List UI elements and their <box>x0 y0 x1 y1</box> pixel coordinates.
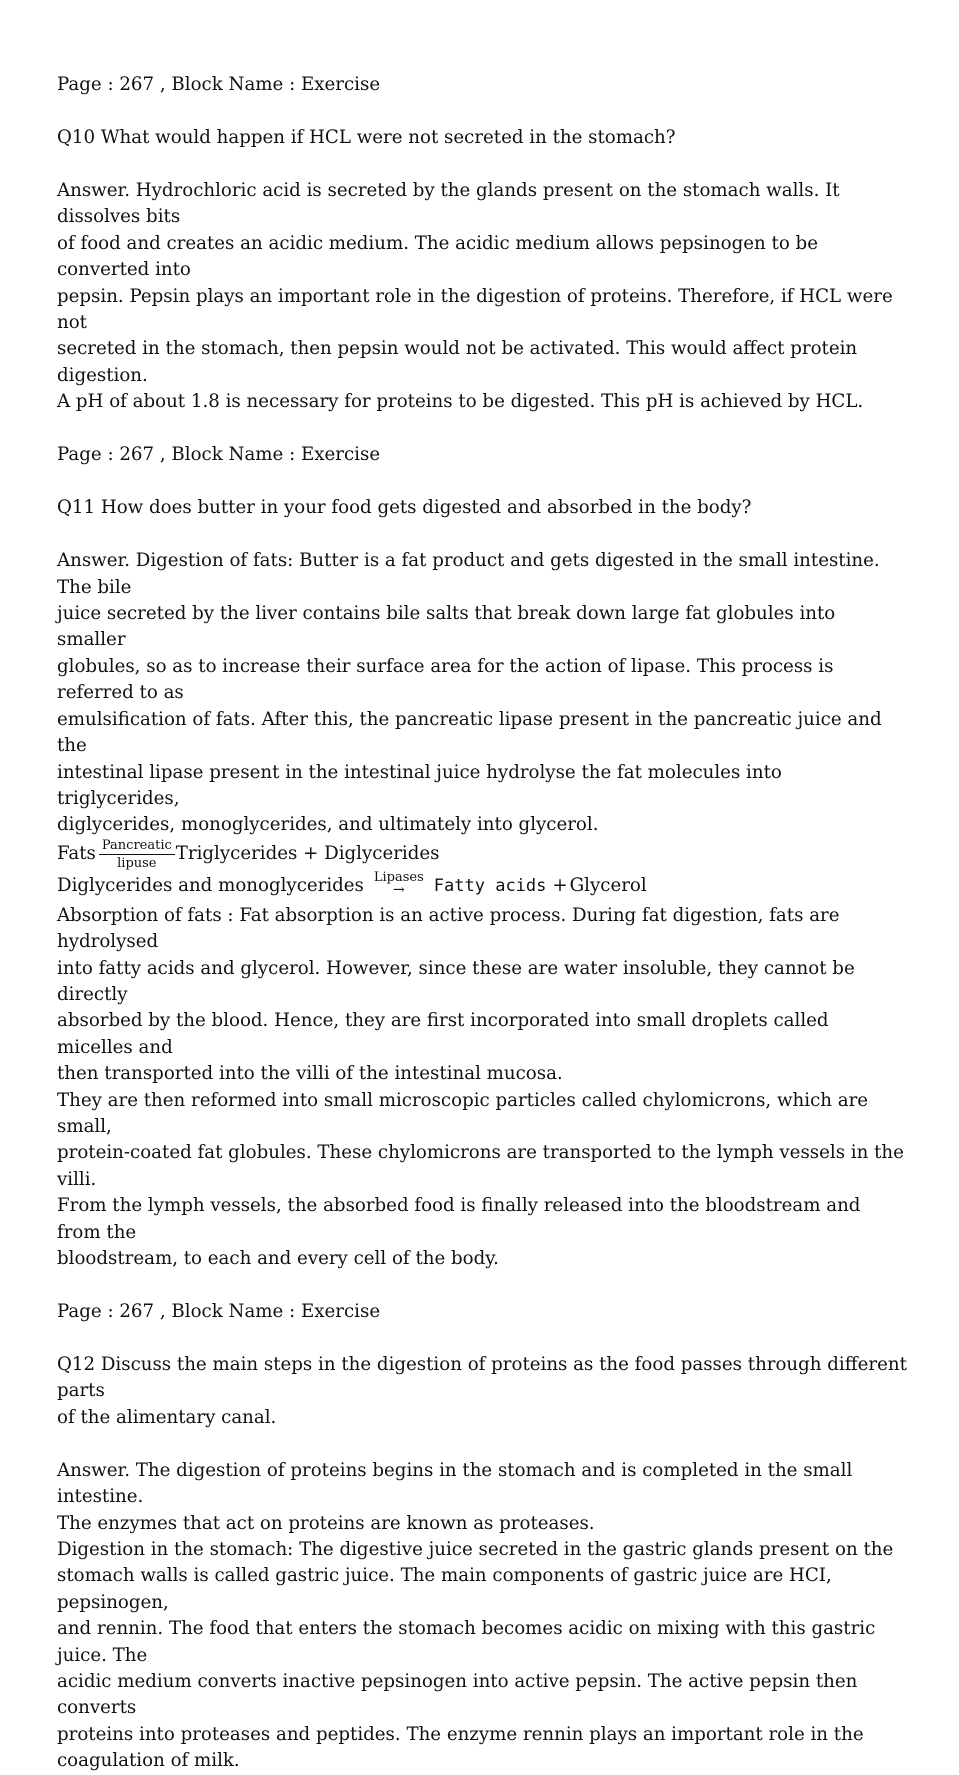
answer-line: Answer. Hydrochloric acid is secreted by the glands present on the stomach walls. It dissolves bits <box>57 180 840 228</box>
page-reference: Page : 267 , Block Name : Exercise <box>57 74 381 95</box>
answer-line: stomach walls is called gastric juice. The main components of gastric juice are HCI, pepsinogen, <box>57 1565 832 1613</box>
absorption-line: Absorption of fats : Fat absorption is an active process. During fat digestion, fats are hydrolysed <box>57 904 840 953</box>
answer-line: Digestion in the stomach: The digestive juice secreted in the gastric glands present on the <box>57 1539 894 1561</box>
page-reference: Page : 267 , Block Name : Exercise <box>57 444 381 466</box>
page-reference: Page : 267 , Block Name : Exercise <box>57 1301 381 1322</box>
answer-line: Answer. Digestion of fats: Butter is a fat product and gets digested in the small intestine. The bile <box>57 550 880 598</box>
fraction-numerator: Pancreatic <box>99 838 175 855</box>
reaction-arrow <box>373 870 424 899</box>
question-line: Q12 Discuss the main steps in the digestion of proteins as the food passes through different parts <box>57 1354 907 1402</box>
answer-line: coagulation of milk. <box>57 1750 240 1772</box>
question-q11: Q11 How does butter in your food gets digested and absorbed in the body? <box>57 497 752 519</box>
equation-plus: + <box>552 874 568 896</box>
equation-product-glycerol: Glycerol <box>569 874 647 896</box>
absorption-line: From the lymph vessels, the absorbed food is finally released into the bloodstream and from the <box>57 1195 861 1243</box>
question-q12 <box>57 1352 907 1431</box>
answer-line: globules, so as to increase their surface area for the action of lipase. This process is referred to as <box>57 655 834 704</box>
absorption-line: absorbed by the blood. Hence, they are first incorporated into small droplets called micelles and <box>57 1010 829 1058</box>
answer-q10 <box>57 178 907 416</box>
answer-line: diglycerides, monoglycerides, and ultimately into glycerol. <box>57 814 599 836</box>
equation-fat-hydrolysis <box>57 838 907 872</box>
answer-line: emulsification of fats. After this, the pancreatic lipase present in the pancreatic juice and the <box>57 708 882 757</box>
absorption-line: into fatty acids and glycerol. However, since these are water insoluble, they cannot be directly <box>57 957 855 1005</box>
question-q10: Q10 What would happen if HCL were not secreted in the stomach? <box>57 127 676 148</box>
answer-line: Answer. The digestion of proteins begins in the stomach and is completed in the small intestine. <box>57 1459 853 1508</box>
equation-lipase-reaction <box>57 869 907 903</box>
answer-line: and rennin. The food that enters the stomach becomes acidic on mixing with this gastric juice. The <box>57 1618 876 1666</box>
answer-line: The enzymes that act on proteins are known as proteases. <box>57 1512 595 1534</box>
answer-line: acidic medium converts inactive pepsinogen into active pepsin. The active pepsin then converts <box>57 1671 858 1719</box>
absorption-line: then transported into the villi of the intestinal mucosa. <box>57 1063 563 1085</box>
question-line: of the alimentary canal. <box>57 1406 277 1428</box>
fraction-denominator: lipuse <box>117 856 157 872</box>
equation-enzyme-fraction <box>99 838 175 871</box>
answer-line: secreted in the stomach, then pepsin would not be activated. This would affect protein digestion. <box>57 338 858 386</box>
equation-reactant: Fats <box>57 842 96 864</box>
right-arrow-icon: → <box>392 882 405 899</box>
answer-line: pepsin. Pepsin plays an important role in the digestion of proteins. Therefore, if HCL were not <box>57 285 893 334</box>
arrow-label: Lipases <box>373 870 424 886</box>
absorption-line: protein-coated fat globules. These chylomicrons are transported to the lymph vessels in the villi. <box>57 1142 904 1190</box>
answer-line: juice secreted by the liver contains bile salts that break down large fat globules into smaller <box>57 603 836 651</box>
equation-product-fatty-acids: Fatty acids <box>433 875 547 896</box>
absorption-line: They are then reformed into small microscopic particles called chylomicrons, which are small, <box>57 1089 869 1137</box>
document-page <box>57 72 907 1775</box>
answer-line: of food and creates an acidic medium. The acidic medium allows pepsinogen to be converted into <box>57 232 818 281</box>
answer-line: A pH of about 1.8 is necessary for proteins to be digested. This pH is achieved by HCL. <box>57 391 864 413</box>
answer-q12 <box>57 1458 907 1775</box>
answer-line: intestinal lipase present in the intestinal juice hydrolyse the fat molecules into triglycerides, <box>57 761 782 809</box>
equation-reactant: Diglycerides and monoglycerides <box>57 874 364 896</box>
equation-products: Triglycerides + Diglycerides <box>175 842 440 864</box>
answer-line: proteins into proteases and peptides. The enzyme rennin plays an important role in the <box>57 1723 864 1745</box>
answer-q11 <box>57 548 907 1272</box>
absorption-line: bloodstream, to each and every cell of the body. <box>57 1248 499 1269</box>
